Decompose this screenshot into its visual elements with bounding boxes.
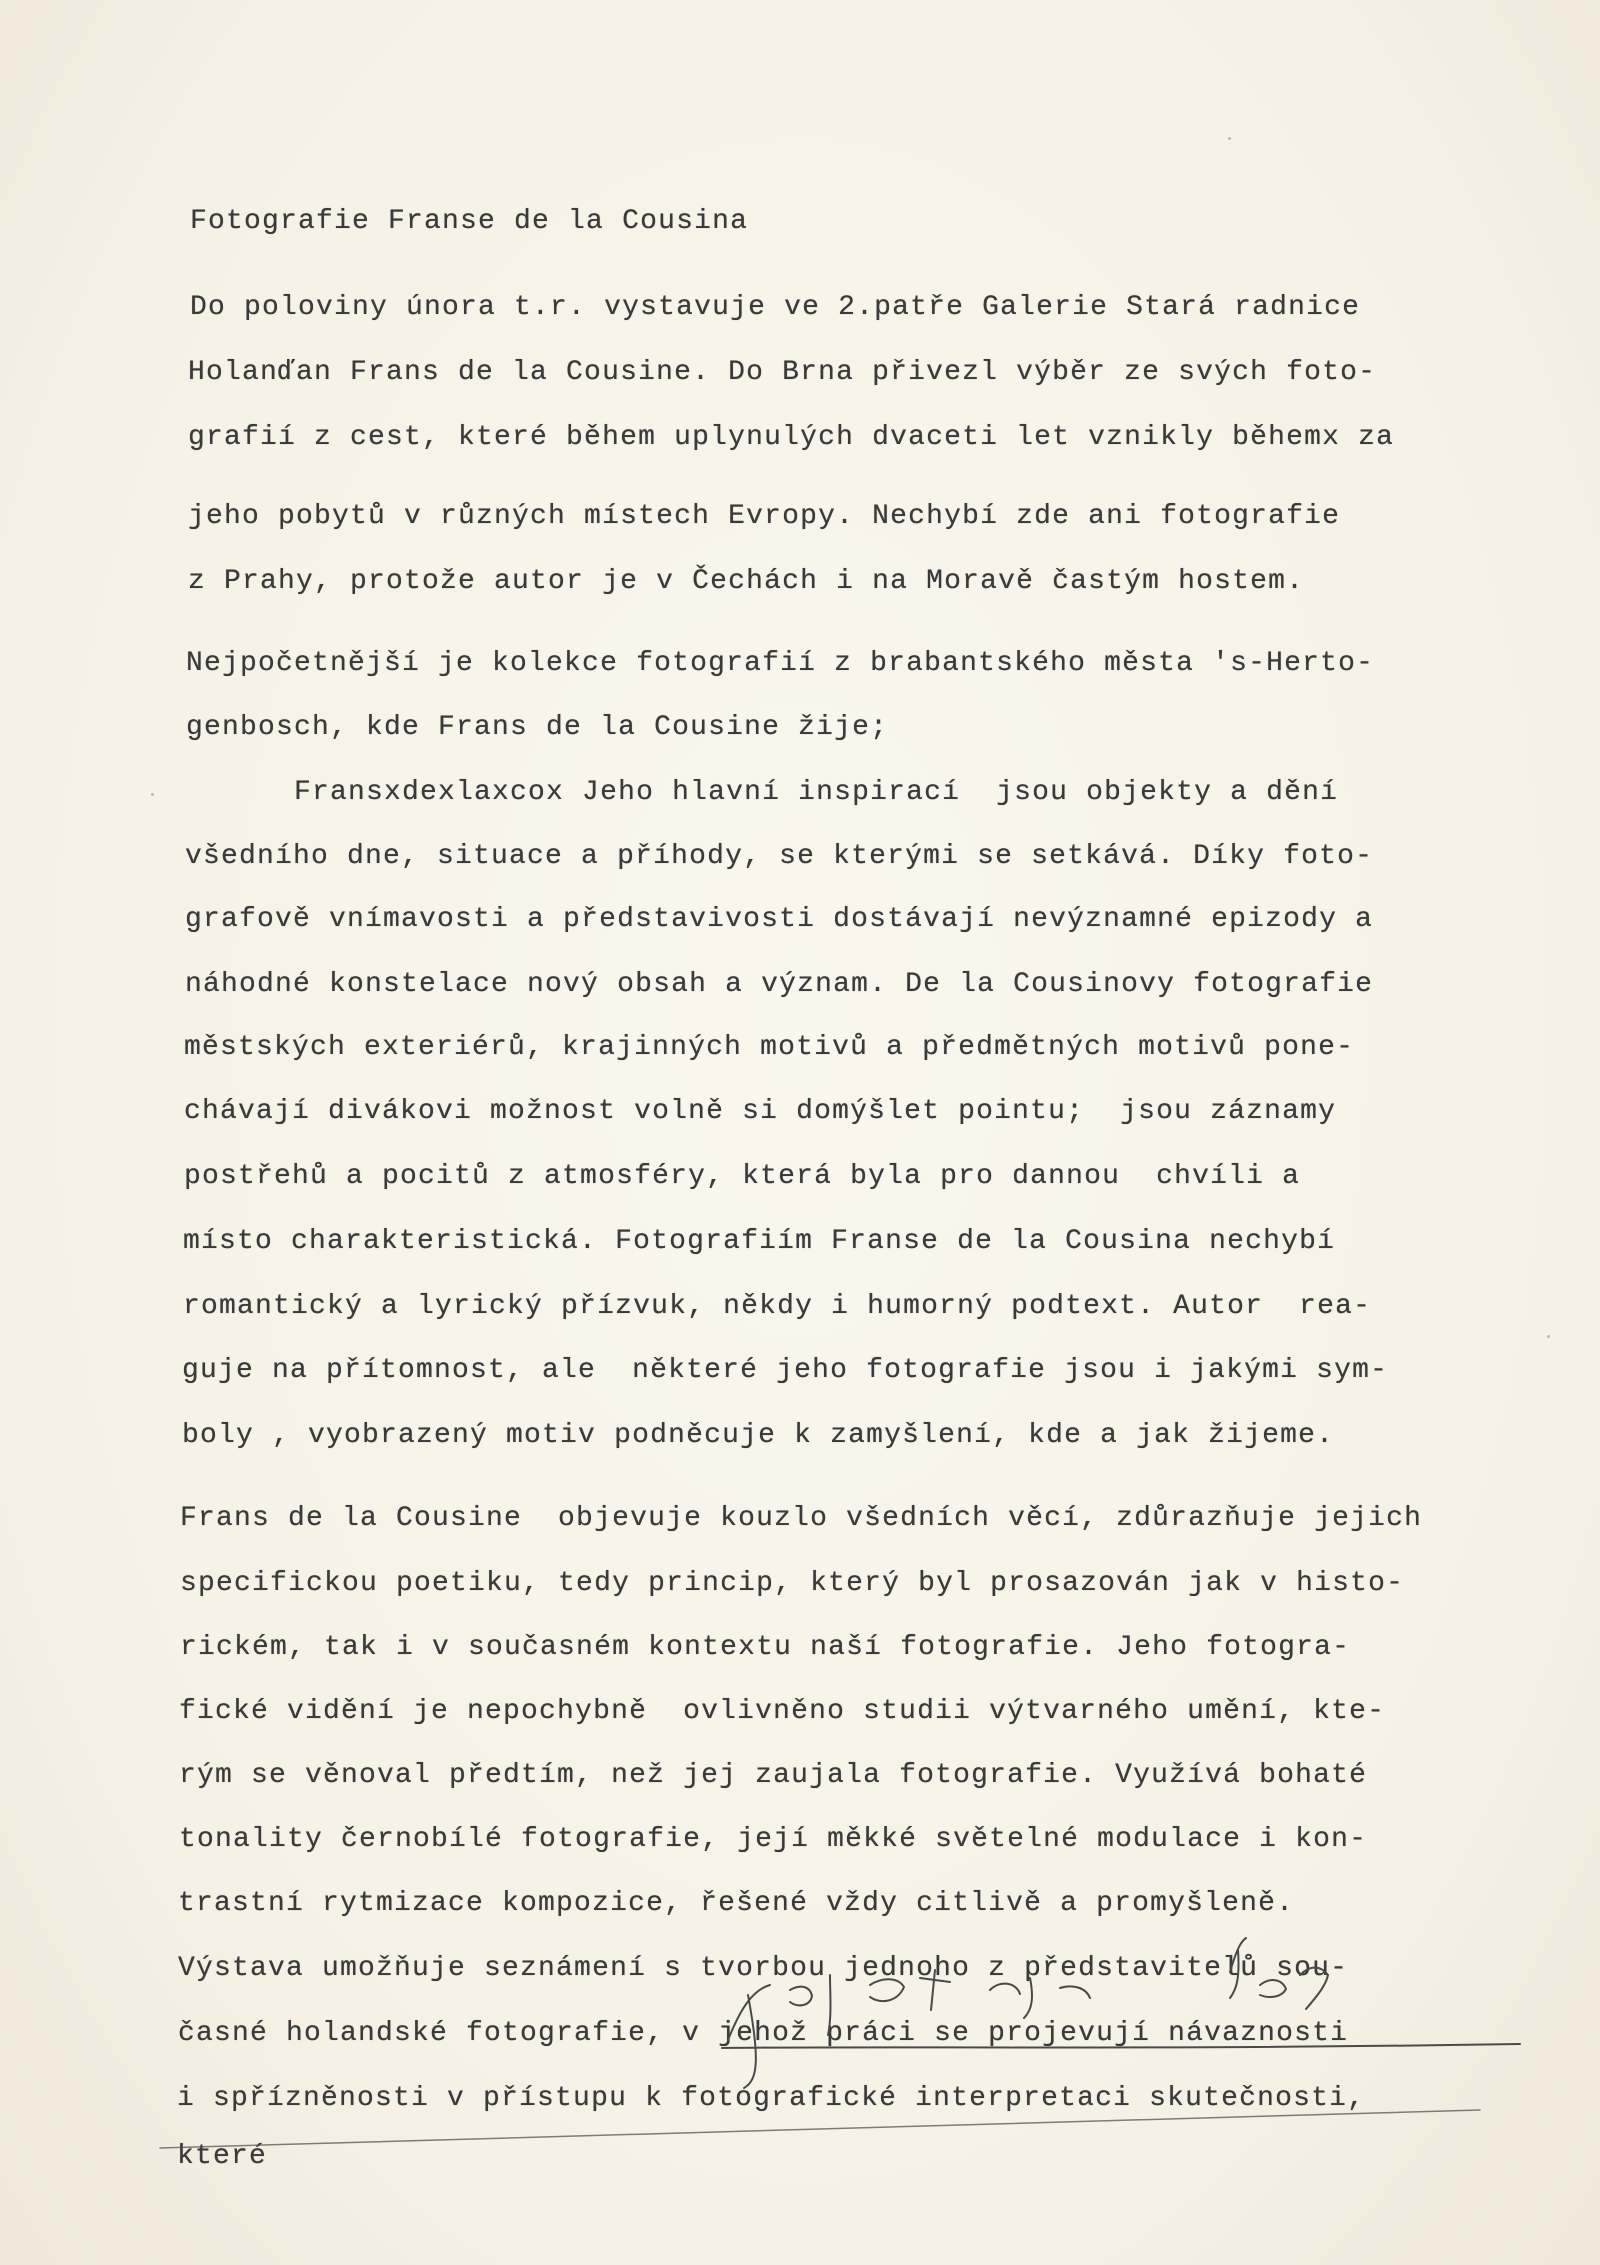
text-line: které [177,2141,268,2172]
text-line: Nejpočetnější je kolekce fotografií z brabantského města 's-Herto- [186,648,1375,679]
paper-speck [151,793,154,796]
text-line: Holanďan Frans de la Cousine. Do Brna přivezl výběr ze svých foto- [188,357,1377,388]
text-line: rým se věnoval předtím, než jej zaujala fotografie. Využívá bohaté [179,1760,1368,1791]
text-line: místo charakteristická. Fotografiím Franse de la Cousina nechybí [183,1226,1336,1257]
text-line: městských exteriérů, krajinných motivů a předmětných motivů pone- [184,1032,1355,1063]
text-line: boly , vyobrazený motiv podněcuje k zamyšlení, kde a jak žijeme. [182,1420,1335,1451]
handwriting-stroke [990,1978,1090,2018]
text-line: genbosch, kde Frans de la Cousine žije; [186,712,889,743]
text-line: grafií z cest, které během uplynulých dvaceti let vznikly běhemx za [188,422,1395,453]
document-title: Fotografie Franse de la Cousina [190,206,749,237]
text-line: specifickou poetiku, tedy princip, který byl prosazován jak v histo- [180,1568,1405,1599]
text-line: chávají divákovi možnost volně si domýšlet pointu; jsou záznamy [184,1096,1337,1127]
text-line: trastní rytmizace kompozice, řešené vždy citlivě a promyšleně. [178,1888,1295,1919]
text-line: všedního dne, situace a příhody, se kterými se setkává. Díky foto- [185,841,1374,872]
text-line: romantický a lyrický přízvuk, někdy i humorný podtext. Autor rea- [183,1291,1372,1322]
text-line: fické vidění je nepochybně ovlivněno studii výtvarného umění, kte- [179,1696,1386,1727]
text-line: tonality černobílé fotografie, její měkké světelné modulace i kon- [179,1824,1368,1855]
text-line: rickém, tak i v současném kontextu naší fotografie. Jeho fotogra- [180,1632,1351,1663]
text-line: guje na přítomnost, ale některé jeho fotografie jsou i jakými sym- [182,1355,1389,1386]
text-line: časné holandské fotografie, v jehož práci se projevují návaznosti [178,2018,1349,2049]
underline-mark [160,2110,1480,2148]
paper-speck [1228,137,1231,140]
text-line: náhodné konstelace nový obsah a význam. De la Cousinovy fotografie [185,969,1374,1000]
text-line: Fransxdexlaxcox Jeho hlavní inspirací jsou objekty a dění [186,777,1339,808]
text-line: Výstava umožňuje seznámení s tvorbou jednoho z představitelů sou- [178,1953,1349,1984]
text-line: Do poloviny února t.r. vystavuje ve 2.patře Galerie Stará radnice [190,292,1361,323]
text-line: postřehů a pocitů z atmosféry, která byla pro dannou chvíli a [184,1161,1301,1192]
text-line: z Prahy, protože autor je v Čechách i na Moravě častým hostem. [188,566,1305,597]
text-line: i spřízněnosti v přístupu k fotografické interpretaci skutečnosti, [177,2083,1366,2114]
paper-speck [1547,1335,1550,1338]
text-line: grafově vnímavosti a představivosti dostávají nevýznamné epizody a [185,904,1374,935]
text-line: jeho pobytů v různých místech Evropy. Nechybí zde ani fotografie [188,501,1341,532]
text-line: Frans de la Cousine objevuje kouzlo všedních věcí, zdůrazňuje jejich [180,1503,1423,1534]
